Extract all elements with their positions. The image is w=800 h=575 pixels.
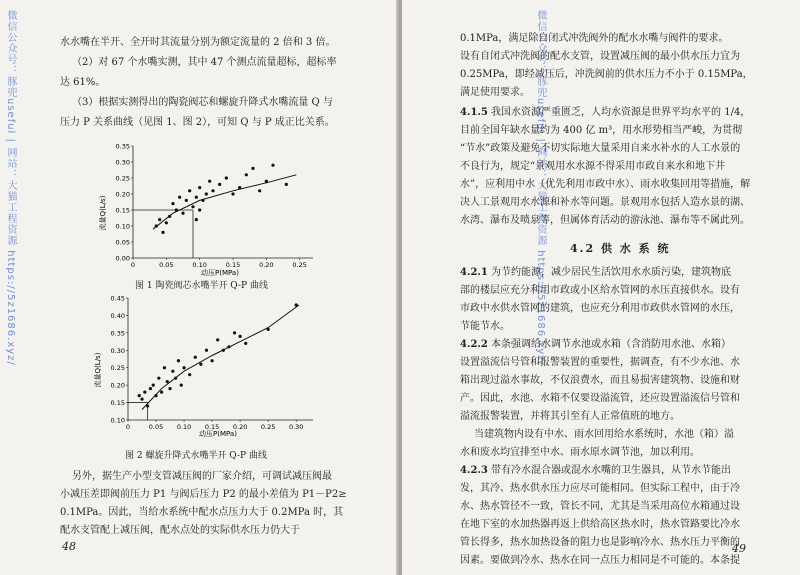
text-line: 溢流报警装置，并将其引至有人正常值班的地方。	[460, 411, 680, 422]
data-point	[218, 183, 221, 186]
data-point	[222, 349, 225, 352]
data-point	[161, 231, 164, 234]
x-tick-label: 0.15	[204, 423, 220, 431]
page-number-right: 49	[732, 542, 746, 555]
data-point	[258, 189, 261, 192]
y-tick-label: 0.40	[110, 311, 125, 320]
data-point	[295, 303, 298, 306]
fit-curve	[142, 305, 299, 410]
y-tick-label: 0.20	[115, 190, 130, 199]
text-line: 另外，据生产小型支管减压阀的厂家介绍，可调试减压阀最	[72, 471, 332, 482]
text-line: 设置溢流信号管和报警装置的重要性，据调查，有不少水池、水	[460, 357, 740, 368]
text-line: 因素。要做到冷水、热水在同一点压力相同是不可能的。本条提	[460, 555, 740, 566]
data-point	[208, 180, 211, 183]
data-point	[265, 180, 268, 183]
text-line: 发，其冷、热水供水压力应尽可能相同。但实际工程中，由于冷	[460, 483, 740, 494]
data-point	[182, 366, 185, 369]
figure-2-caption: 图 2 螺旋升降式水嘴半开 Q-P 曲线	[125, 451, 267, 461]
data-point	[157, 377, 160, 380]
text-line: 水和废水均宜排至中水、雨水原水调节池，加以利用。	[460, 447, 700, 458]
data-point	[165, 221, 168, 224]
text-line: 不良行为，规定“景观用水水源不得采用市政自来水和地下井	[460, 161, 726, 172]
data-point	[154, 394, 157, 397]
y-tick-label: 0.15	[110, 399, 125, 408]
x-tick-label: 0.20	[232, 423, 248, 431]
plot-area	[116, 143, 313, 270]
text-line: （2）对 67 个水嘴实测，其中 47 个测点流量超标，超标率	[72, 57, 337, 68]
section-4-2-1	[460, 266, 782, 279]
x-tick-label: 0.15	[225, 261, 241, 269]
clause-number: 4.2.3	[460, 465, 488, 476]
data-point	[166, 380, 169, 383]
text-line: 0.25MPa，即经减压后，冲洗阀前的供水压力不小于 0.15MPa，	[460, 69, 753, 80]
plot-area	[111, 295, 313, 432]
text-line: 满足使用要求。	[460, 87, 530, 98]
data-point	[158, 218, 161, 221]
data-point	[285, 183, 288, 186]
text-line: 0.1MPa，满足除自闭式冲洗阀外的配水水嘴与阀件的要求。	[460, 33, 729, 44]
text-line: 我国水资源严重匮乏，人均水资源是世界平均水平的 1/4，	[491, 107, 751, 118]
data-point	[168, 215, 171, 218]
x-tick-label: 0.10	[176, 423, 192, 431]
text-line: 水水嘴在半开、全开时其流量分别为额定流量的 2 倍和 3 倍。	[60, 37, 336, 48]
data-point	[227, 345, 230, 348]
data-point	[168, 387, 171, 390]
data-point	[185, 199, 188, 202]
x-tick-label: 0.30	[288, 423, 304, 431]
data-point	[194, 356, 197, 359]
section-title: 4.2 供 水 系 统	[570, 242, 671, 255]
x-axis-label: 动压P(MPa)	[199, 430, 237, 438]
data-point	[188, 373, 191, 376]
x-axis-label: 动压P(MPa)	[201, 269, 239, 277]
clause-number: 4.2.2	[460, 339, 488, 350]
data-point	[251, 167, 254, 170]
x-tick-label: 0.10	[192, 261, 207, 269]
data-point	[195, 218, 198, 221]
data-point	[149, 387, 152, 390]
text-line: 为节约能源，减少居民生活饮用水水质污染，建筑物底	[491, 267, 732, 278]
text-line: “节水”政策及避免不切实际地大量采用自来水补水的人工水景的	[460, 143, 741, 154]
data-point	[267, 328, 270, 331]
data-point	[205, 192, 208, 195]
text-line: （3）根据实测得出的陶瓷阀芯和螺旋升降式水嘴流量 Q 与	[72, 97, 333, 108]
data-point	[178, 196, 181, 199]
text-line: 决人工景观用水水源和补水等问题。景观用水包括人造水景的湖、	[460, 197, 750, 208]
data-point	[188, 189, 191, 192]
data-point	[138, 394, 141, 397]
text-line: 产。因此，水池、水箱不仅要设溢流管，还应设置溢流信号管和	[460, 393, 740, 404]
y-tick-label: 0.25	[110, 364, 125, 373]
x-tick-label: 0.25	[260, 423, 276, 431]
data-point	[216, 338, 219, 341]
text-line: 配水支管配上减压阀，配水点处的实际供水压力仍大于	[60, 525, 300, 536]
data-point	[211, 189, 214, 192]
data-point	[171, 202, 174, 205]
text-line: 带有冷水混合器或混水水嘴的卫生器具，从节水节能出	[491, 465, 732, 476]
y-tick-label: 0.20	[110, 381, 125, 390]
text-line: 管长得多，热水加热设备的阻力也是影响冷水、热水压力平衡的	[460, 537, 740, 548]
data-point	[199, 363, 202, 366]
x-tick-label: 0.25	[292, 261, 307, 269]
y-axis-label: 流量Q(L/s)	[99, 195, 107, 231]
y-axis-label: 流量Q(L/s)	[94, 352, 102, 388]
data-point	[231, 192, 234, 195]
data-point	[146, 404, 149, 407]
data-point	[201, 199, 204, 202]
text-line: 设有自闭式冲洗阀的配水支管，设置减压阀的最小供水压力宜为	[460, 51, 740, 62]
data-point	[233, 331, 236, 334]
data-point	[198, 186, 201, 189]
clause-number: 4.2.1	[460, 267, 488, 278]
y-tick-label: 0.35	[115, 142, 130, 151]
data-point	[155, 224, 158, 227]
left-page	[0, 0, 398, 575]
data-point	[180, 384, 183, 387]
y-tick-label: 0.45	[110, 294, 125, 303]
y-tick-label: 0.05	[115, 238, 130, 247]
data-point	[210, 359, 213, 362]
right-page	[402, 0, 800, 575]
data-point	[195, 196, 198, 199]
side-watermark-left: 微信公众号：豚兜useful | 网站：大猫工程资源 https://5z1686.xyz/	[5, 10, 16, 366]
section-4-2-3	[460, 464, 782, 477]
data-point	[238, 186, 241, 189]
data-point	[271, 164, 274, 167]
x-tick-label: 0.20	[259, 261, 274, 269]
figure-1-chart	[95, 138, 325, 278]
data-point	[181, 212, 184, 215]
data-point	[244, 342, 247, 345]
text-line: 节能节水。	[460, 321, 510, 332]
data-point	[171, 370, 174, 373]
text-line: 小减压差即阀前压力 P1 与阀后压力 P2 的最小差值为 P1－P2≥	[60, 489, 347, 500]
figure-1-caption: 图 1 陶瓷阀芯水嘴半开 Q-P 曲线	[135, 281, 268, 291]
data-point	[143, 391, 146, 394]
data-point	[177, 359, 180, 362]
data-point	[198, 208, 201, 211]
text-line: 本条强调给水调节水池或水箱（含消防用水池、水箱）	[491, 339, 732, 350]
side-watermark-right: 微信公众号：豚兜useful | 网站：大猫工程资源 https://5z1686.xyz/	[535, 10, 546, 366]
clause-number: 4.1.5	[460, 107, 488, 118]
data-point	[160, 391, 163, 394]
text-line: 在地下室的水加热器再返上供给高区热水时，热水管路要比冷水	[460, 519, 740, 530]
data-point	[239, 335, 242, 338]
x-tick-label: 0.05	[159, 261, 174, 269]
x-tick-label: 0	[125, 423, 131, 431]
data-point	[174, 377, 177, 380]
text-line: 水、热水管径不一致，管长不同，尤其是当采用高位水箱通过设	[460, 501, 740, 512]
y-tick-label: 0.30	[115, 158, 130, 167]
page-number-left: 48	[62, 540, 76, 553]
data-point	[163, 366, 166, 369]
data-point	[140, 397, 143, 400]
section-4-1-5	[460, 106, 782, 119]
fit-curve	[153, 175, 296, 229]
x-tick-label: 0.05	[148, 423, 164, 431]
text-line: 市政中水供水管网的建筑，也应充分利用市政供水管网的水压，	[460, 303, 740, 314]
text-line: 0.1MPa。因此，当给水系统中配水点压力大于 0.2MPa 时，其	[60, 507, 344, 518]
text-line: 水”，应利用中水（优先利用市政中水）、雨水收集回用等措施，解	[460, 179, 751, 190]
data-point	[205, 349, 208, 352]
y-tick-label: 0.10	[110, 416, 125, 425]
data-point	[245, 173, 248, 176]
data-point	[152, 384, 155, 387]
y-tick-label: 0.00	[115, 254, 130, 263]
text-line: 当建筑物内设有中水、雨水回用给水系统时，水池（箱）溢	[474, 429, 734, 440]
y-tick-label: 0.35	[110, 329, 125, 338]
text-line: 箱出现过溢水事故，不仅浪费水，而且易损害建筑物、设施和财	[460, 375, 740, 386]
text-line: 目前全国年缺水量约为 400 亿 m³，用水形势相当严峻，为贯彻	[460, 125, 743, 136]
section-4-2-2	[460, 338, 782, 351]
y-tick-label: 0.25	[115, 174, 130, 183]
text-line: 水湾、瀑布及喷泉等，但属体育活动的游泳池、瀑布等不属此列。	[460, 215, 750, 226]
text-line: 压力 P 关系曲线（见图 1、图 2），可知 Q 与 P 成正比关系。	[60, 117, 335, 128]
data-point	[225, 176, 228, 179]
text-line: 达 61%。	[60, 77, 106, 88]
x-tick-label: 0	[130, 261, 136, 269]
data-point	[191, 205, 194, 208]
text-line: 部的楼层应充分利用市政或小区给水管网的水压直接供水。设有	[460, 285, 740, 296]
figure-2-chart	[88, 290, 328, 440]
y-tick-label: 0.30	[110, 346, 125, 355]
y-tick-label: 0.15	[115, 206, 130, 215]
y-tick-label: 0.10	[115, 222, 130, 231]
data-point	[175, 208, 178, 211]
